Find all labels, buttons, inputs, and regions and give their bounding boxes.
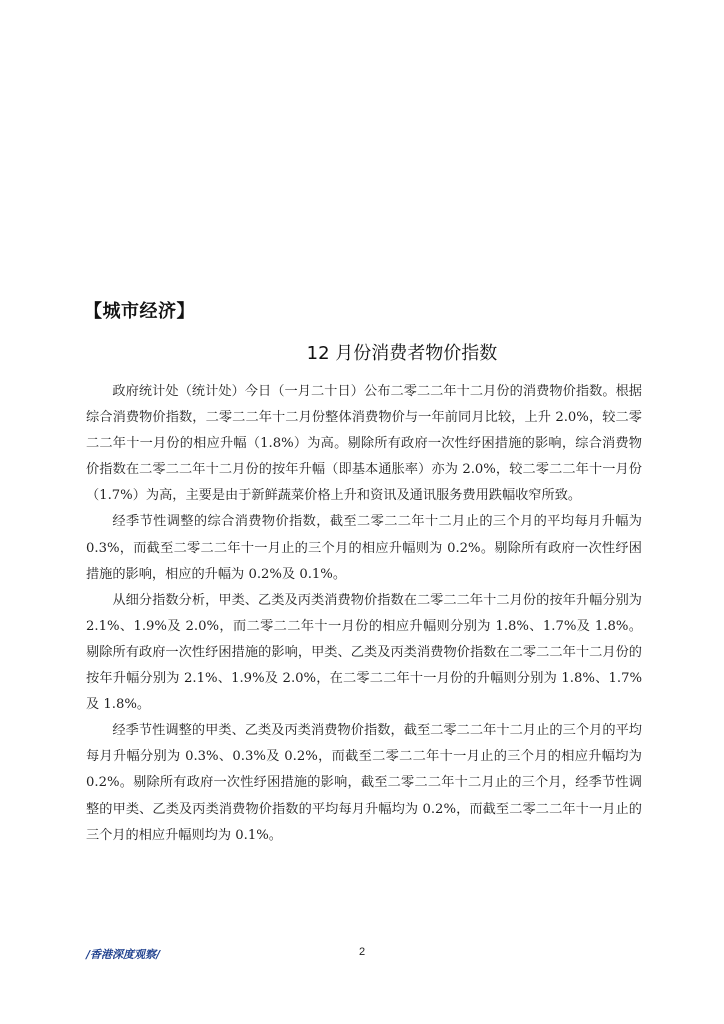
- paragraph-3: 从细分指数分析，甲类、乙类及丙类消费物价指数在二零二二年十二月份的按年升幅分别为 2.1%、1.9%及 2.0%，而二零二二年十一月份的相应升幅则分别为 1.8%、1.7%及 1.8%。剔除所有政府一次性纾困措施的影响，甲类、乙类及丙类消费物价指数在二零二二年十二月份的按年升幅分别为 2.1%、1.9%及 2.0%，在二零二二年十一月份的升幅则分别为 1.8%、1.7%及 1.8%。: [86, 592, 642, 713]
- paragraph-1: 政府统计处（统计处）今日（一月二十日）公布二零二二年十二月份的消费物价指数。根据综合消费物价指数，二零二二年十二月份整体消费物价与一年前同月比较，上升 2.0%，较二零二二年十一月份的相应升幅（1.8%）为高。剔除所有政府一次性纾困措施的影响，综合消费物价指数在二零二二年十二月份的按年升幅（即基本通胀率）亦为 2.0%，较二零二二年十一月份（1.7%）为高，主要是由于新鲜蔬菜价格上升和资讯及通讯服务费用跌幅收窄所致。: [86, 384, 642, 504]
- article-body: [86, 379, 642, 849]
- paragraph-2: 经季节性调整的综合消费物价指数，截至二零二二年十二月止的三个月的平均每月升幅为 0.3%，而截至二零二二年十一月止的三个月的相应升幅则为 0.2%。剔除所有政府一次性纾困措施的影响，相应的升幅为 0.2%及 0.1%。: [86, 514, 642, 582]
- article-title: 12 月份消费者物价指数: [306, 343, 498, 364]
- footer-source: /香港深度观察/: [86, 948, 161, 961]
- paragraph-4: 经季节性调整的甲类、乙类及丙类消费物价指数，截至二零二二年十二月止的三个月的平均每月升幅分别为 0.3%、0.3%及 0.2%，而截至二零二二年十一月止的三个月的相应升幅均为 0.2%。剔除所有政府一次性纾困措施的影响，截至二零二二年十二月止的三个月，经季节性调整的甲类、乙类及丙类消费物价指数的平均每月升幅均为 0.2%，而截至二零二二年十一月止的三个月的相应升幅则均为 0.1%。: [86, 723, 642, 843]
- section-heading: 【城市经济】: [84, 301, 195, 322]
- page-number: 2: [358, 946, 366, 958]
